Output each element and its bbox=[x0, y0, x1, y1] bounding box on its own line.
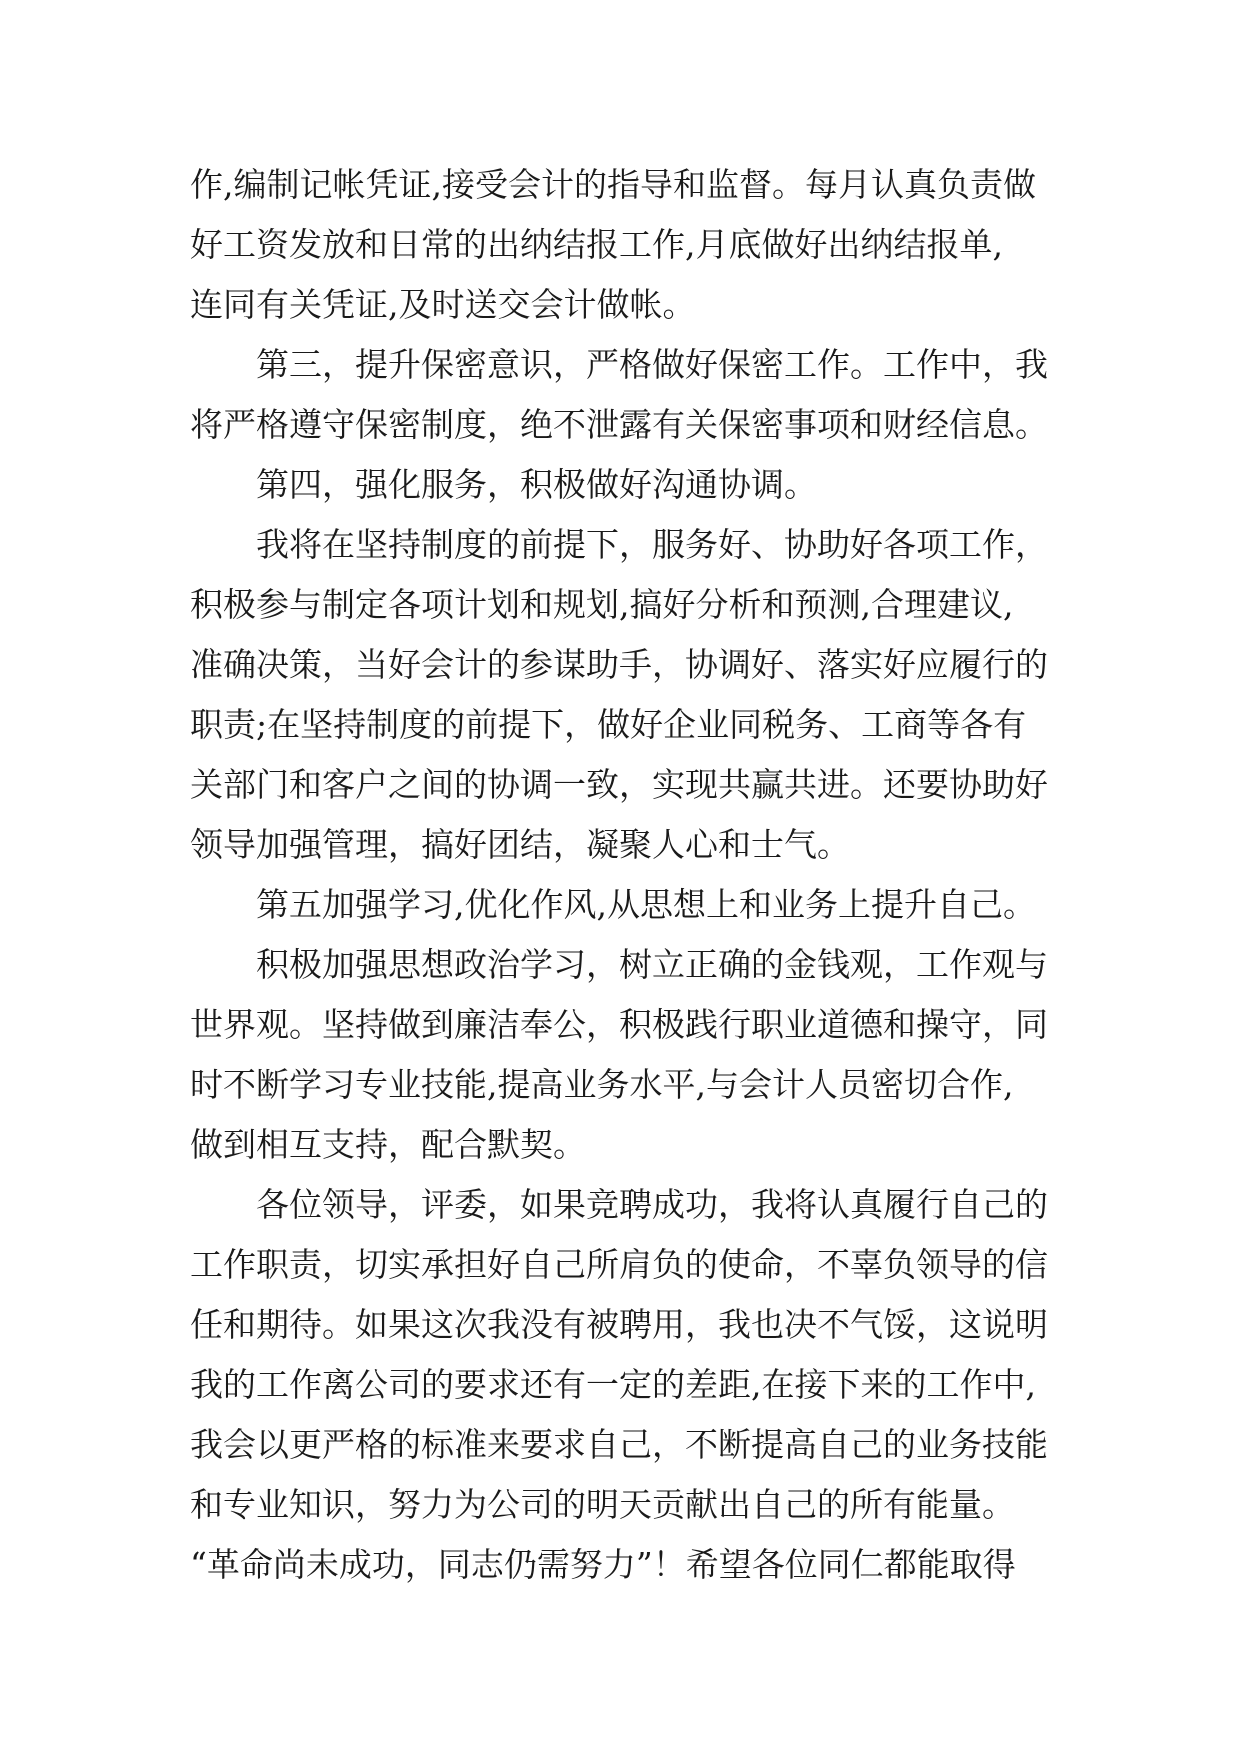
text-line: 领导加强管理，搞好团结，凝聚人心和士气。 bbox=[190, 825, 850, 864]
text-line: 世界观。坚持做到廉洁奉公，积极践行职业道德和操守，同 bbox=[190, 1005, 1048, 1044]
text-line: 作,编制记帐凭证,接受会计的指导和监督。每月认真负责做 bbox=[190, 165, 1036, 204]
section-heading-line: 第五加强学习,优化作风,从思想上和业务上提升自己。 bbox=[256, 885, 1036, 924]
text-line: 准确决策，当好会计的参谋助手，协调好、落实好应履行的 bbox=[190, 645, 1048, 684]
text-line: 时不断学习专业技能,提高业务水平,与会计人员密切合作, bbox=[190, 1065, 1014, 1104]
text-line: 好工资发放和日常的出纳结报工作,月底做好出纳结报单, bbox=[190, 225, 1003, 264]
paragraph-start-line: 我将在坚持制度的前提下，服务好、协助好各项工作， bbox=[256, 525, 1048, 564]
paragraph-start-line: 积极加强思想政治学习，树立正确的金钱观，工作观与 bbox=[256, 945, 1048, 984]
text-line: 关部门和客户之间的协调一致，实现共赢共进。还要协助好 bbox=[190, 765, 1048, 804]
text-line: “革命尚未成功，同志仍需努力”！希望各位同仁都能取得 bbox=[190, 1545, 1016, 1584]
paragraph-start-line: 第三，提升保密意识，严格做好保密工作。工作中，我 bbox=[256, 345, 1048, 384]
text-line: 职责;在坚持制度的前提下，做好企业同税务、工商等各有 bbox=[190, 705, 1027, 744]
text-line: 将严格遵守保密制度，绝不泄露有关保密事项和财经信息。 bbox=[190, 405, 1048, 444]
text-line: 积极参与制定各项计划和规划,搞好分析和预测,合理建议, bbox=[190, 585, 1014, 624]
text-line: 我的工作离公司的要求还有一定的差距,在接下来的工作中, bbox=[190, 1365, 1036, 1404]
text-line: 任和期待。如果这次我没有被聘用，我也决不气馁，这说明 bbox=[190, 1305, 1048, 1344]
text-line: 和专业知识，努力为公司的明天贡献出自己的所有能量。 bbox=[190, 1485, 1015, 1524]
text-line: 连同有关凭证,及时送交会计做帐。 bbox=[190, 285, 696, 324]
paragraph-start-line: 各位领导，评委，如果竞聘成功，我将认真履行自己的 bbox=[256, 1185, 1048, 1224]
text-line: 工作职责，切实承担好自己所肩负的使命，不辜负领导的信 bbox=[190, 1245, 1048, 1284]
text-line: 我会以更严格的标准来要求自己，不断提高自己的业务技能 bbox=[190, 1425, 1048, 1464]
body-text bbox=[190, 155, 1070, 1595]
section-heading-line: 第四，强化服务，积极做好沟通协调。 bbox=[256, 465, 817, 504]
text-line: 做到相互支持，配合默契。 bbox=[190, 1125, 586, 1164]
